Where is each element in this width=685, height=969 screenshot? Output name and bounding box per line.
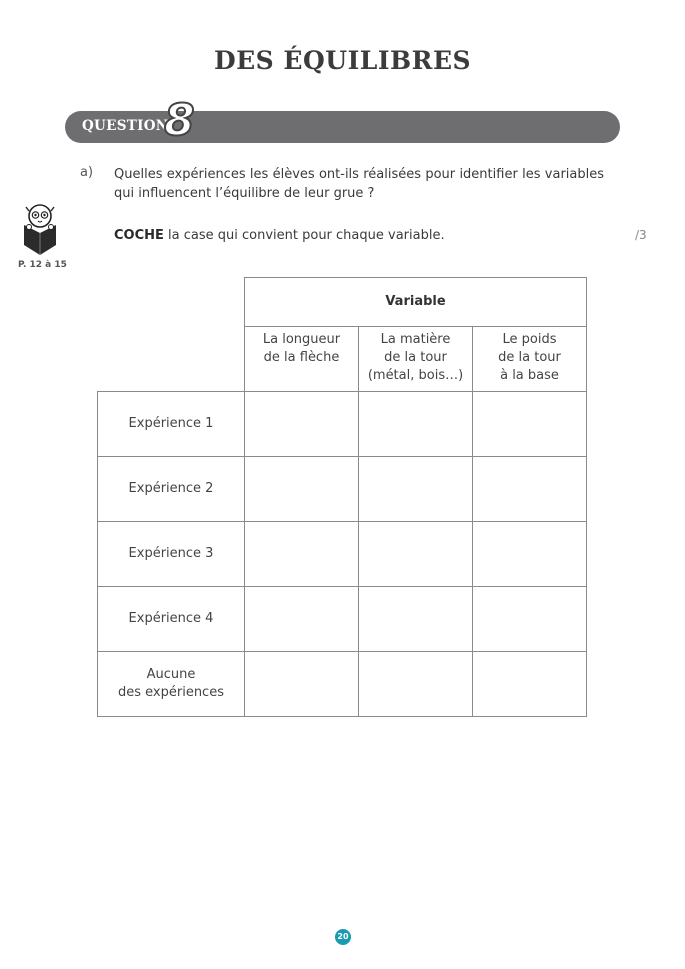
page-reference: P. 12 à 15 <box>18 260 67 270</box>
column-header <box>359 327 473 392</box>
answer-table <box>97 277 587 717</box>
table-row <box>98 457 587 522</box>
row-label-line: Expérience 4 <box>128 611 214 626</box>
reading-owl-icon <box>22 203 58 259</box>
row-label <box>98 652 245 717</box>
page-number-badge: 20 <box>335 929 351 945</box>
checkbox-cell[interactable] <box>245 587 359 652</box>
checkbox-cell[interactable] <box>359 522 473 587</box>
column-header-line: La matière <box>380 332 451 347</box>
row-label <box>98 587 245 652</box>
column-header-line: La longueur <box>262 332 341 347</box>
checkbox-cell[interactable] <box>359 392 473 457</box>
instruction-text: la case qui convient pour chaque variable. <box>163 228 445 243</box>
table-row <box>98 522 587 587</box>
checkbox-cell[interactable] <box>473 457 587 522</box>
question-label: QUESTION <box>82 118 169 134</box>
part-a-question-text: Quelles expériences les élèves ont-ils réalisées pour identifier les variables qui influencent l’équilibre de leur grue ? <box>114 167 604 201</box>
column-header <box>473 327 587 392</box>
checkbox-cell[interactable] <box>245 522 359 587</box>
table-group-header: Variable <box>245 278 587 327</box>
checkbox-cell[interactable] <box>245 392 359 457</box>
checkbox-cell[interactable] <box>473 392 587 457</box>
checkbox-cell[interactable] <box>473 587 587 652</box>
row-label-line: Expérience 3 <box>128 546 214 561</box>
table-corner <box>98 278 245 327</box>
row-label-line: Aucune <box>146 667 196 682</box>
column-header-line: Le poids <box>502 332 557 347</box>
checkbox-cell[interactable] <box>245 652 359 717</box>
table-row <box>98 392 587 457</box>
row-label-line: Expérience 1 <box>128 416 214 431</box>
column-header <box>245 327 359 392</box>
column-header-line: de la flèche <box>263 350 340 365</box>
column-header-line: à la base <box>500 368 559 383</box>
checkbox-cell[interactable] <box>359 457 473 522</box>
table-row <box>98 587 587 652</box>
score-indicator: /3 <box>635 228 647 242</box>
instruction <box>114 228 445 243</box>
row-label <box>98 522 245 587</box>
instruction-keyword: COCHE <box>114 228 164 243</box>
checkbox-cell[interactable] <box>473 522 587 587</box>
row-label-line: Expérience 2 <box>128 481 214 496</box>
table-corner <box>98 327 245 392</box>
column-header-line: (métal, bois…) <box>367 368 464 383</box>
checkbox-cell[interactable] <box>245 457 359 522</box>
checkbox-cell[interactable] <box>359 587 473 652</box>
question-number: 8 <box>164 95 195 146</box>
table-row <box>98 652 587 717</box>
page-title: DES ÉQUILIBRES <box>213 46 472 75</box>
row-label <box>98 392 245 457</box>
checkbox-cell[interactable] <box>473 652 587 717</box>
row-label <box>98 457 245 522</box>
column-header-line: de la tour <box>384 350 447 365</box>
column-header-line: de la tour <box>498 350 561 365</box>
part-a-letter: a) <box>80 165 94 180</box>
row-label-line: des expériences <box>118 685 224 700</box>
checkbox-cell[interactable] <box>359 652 473 717</box>
